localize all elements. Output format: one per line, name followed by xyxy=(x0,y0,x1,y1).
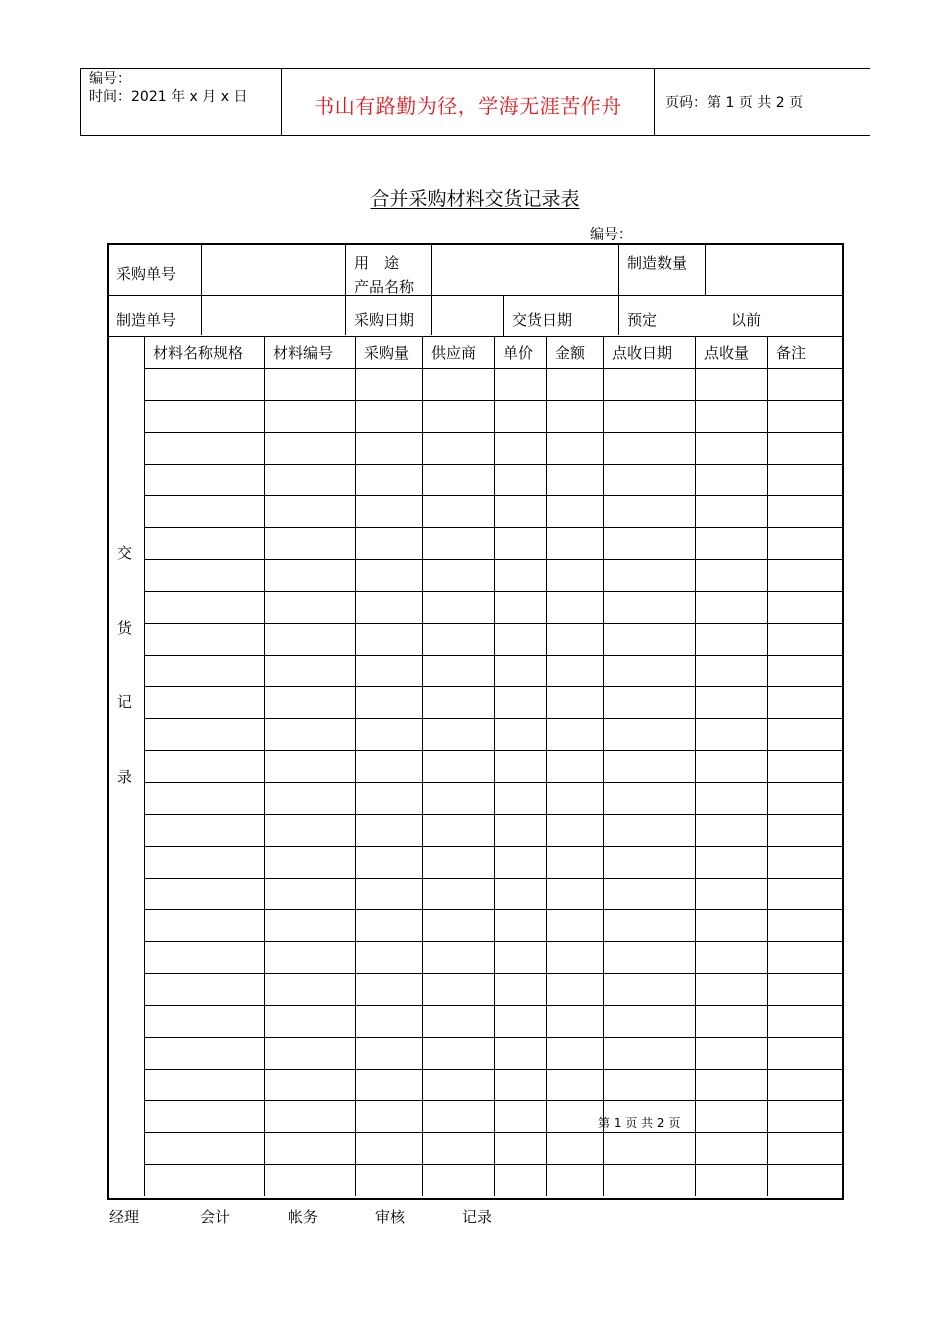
col-unit-price: 单价 xyxy=(503,344,534,362)
mfg-qty-label: 制造数量 xyxy=(627,254,688,272)
table-row xyxy=(144,941,842,942)
header-code-label: 编号： xyxy=(89,71,131,87)
col-receive-qty: 点收量 xyxy=(704,344,750,362)
grid-column-line xyxy=(546,336,547,1196)
grid-column-line xyxy=(695,336,696,1196)
sign-accountant: 会计 xyxy=(200,1208,231,1226)
table-row xyxy=(144,782,842,783)
col-receive-date: 点收日期 xyxy=(612,344,673,362)
table-row xyxy=(144,1164,842,1165)
sign-manager: 经理 xyxy=(109,1208,140,1226)
delivery-date-label: 交货日期 xyxy=(512,311,573,329)
table-row xyxy=(144,878,842,879)
header-top-rule xyxy=(80,68,870,69)
form-code-label: 编号： xyxy=(590,227,632,243)
grid-column-line xyxy=(767,336,768,1196)
sign-bookkeeping: 帐务 xyxy=(288,1208,319,1226)
header-time-label: 时间：2021 年 x 月 x 日 xyxy=(89,89,248,105)
sign-review: 审核 xyxy=(375,1208,406,1226)
col-material-code: 材料编号 xyxy=(273,344,334,362)
section-char-3: 记 xyxy=(117,693,133,711)
table-row xyxy=(144,432,842,433)
before-label: 以前 xyxy=(731,311,762,329)
table-row xyxy=(144,591,842,592)
grid-column-line xyxy=(603,336,604,1196)
header-page-info: 页码：第 1 页 共 2 页 xyxy=(665,95,804,111)
info-vline-3 xyxy=(431,245,432,335)
grid-column-line xyxy=(355,336,356,1196)
purchase-date-label: 采购日期 xyxy=(354,311,415,329)
info-bottom-divider xyxy=(107,336,842,337)
purchase-no-label: 采购单号 xyxy=(116,265,177,283)
section-char-2: 货 xyxy=(117,619,133,637)
table-row xyxy=(144,400,842,401)
usage-label: 用 途 xyxy=(354,254,400,272)
mfg-no-label: 制造单号 xyxy=(116,311,177,329)
document-header xyxy=(80,68,870,136)
grid-column-line xyxy=(264,336,265,1196)
sign-recorder: 记录 xyxy=(462,1208,493,1226)
table-row xyxy=(144,1005,842,1006)
product-name-label: 产品名称 xyxy=(354,278,415,296)
table-row xyxy=(144,1132,842,1133)
header-motto: 书山有路勤为径，学海无涯苦作舟 xyxy=(314,94,622,118)
header-left-rule xyxy=(80,68,81,136)
table-row xyxy=(144,686,842,687)
table-row xyxy=(144,623,842,624)
info-vline-4 xyxy=(618,245,619,335)
grid-header-line xyxy=(144,368,842,369)
scheduled-label: 预定 xyxy=(627,311,658,329)
table-row xyxy=(144,814,842,815)
header-bottom-rule xyxy=(80,135,870,136)
table-row xyxy=(144,1069,842,1070)
info-vline-2 xyxy=(345,245,346,335)
col-amount: 金额 xyxy=(555,344,586,362)
table-row xyxy=(144,527,842,528)
table-row xyxy=(144,846,842,847)
table-row xyxy=(144,559,842,560)
table-row xyxy=(144,718,842,719)
table-row xyxy=(144,655,842,656)
grid-column-line xyxy=(422,336,423,1196)
info-vline-6 xyxy=(503,296,504,336)
section-char-1: 交 xyxy=(117,544,133,562)
page-footer-note: 第 1 页 共 2 页 xyxy=(598,1116,681,1130)
table-row xyxy=(144,1100,842,1101)
table-row xyxy=(144,495,842,496)
info-row-divider xyxy=(107,295,842,296)
table-row xyxy=(144,464,842,465)
table-row xyxy=(144,909,842,910)
col-supplier: 供应商 xyxy=(431,344,477,362)
col-material-name: 材料名称规格 xyxy=(153,344,244,362)
col-remarks: 备注 xyxy=(776,344,807,362)
delivery-form xyxy=(107,243,844,1200)
form-title: 合并采购材料交货记录表 xyxy=(370,188,580,210)
col-purchase-qty: 采购量 xyxy=(364,344,410,362)
section-label-divider xyxy=(144,336,145,1196)
info-vline-5 xyxy=(705,245,706,295)
header-divider-2 xyxy=(654,68,655,136)
info-vline-1 xyxy=(201,245,202,335)
table-row xyxy=(144,1037,842,1038)
table-row xyxy=(144,973,842,974)
header-meta xyxy=(89,70,247,106)
table-row xyxy=(144,750,842,751)
grid-column-line xyxy=(494,336,495,1196)
section-char-4: 录 xyxy=(117,768,133,786)
